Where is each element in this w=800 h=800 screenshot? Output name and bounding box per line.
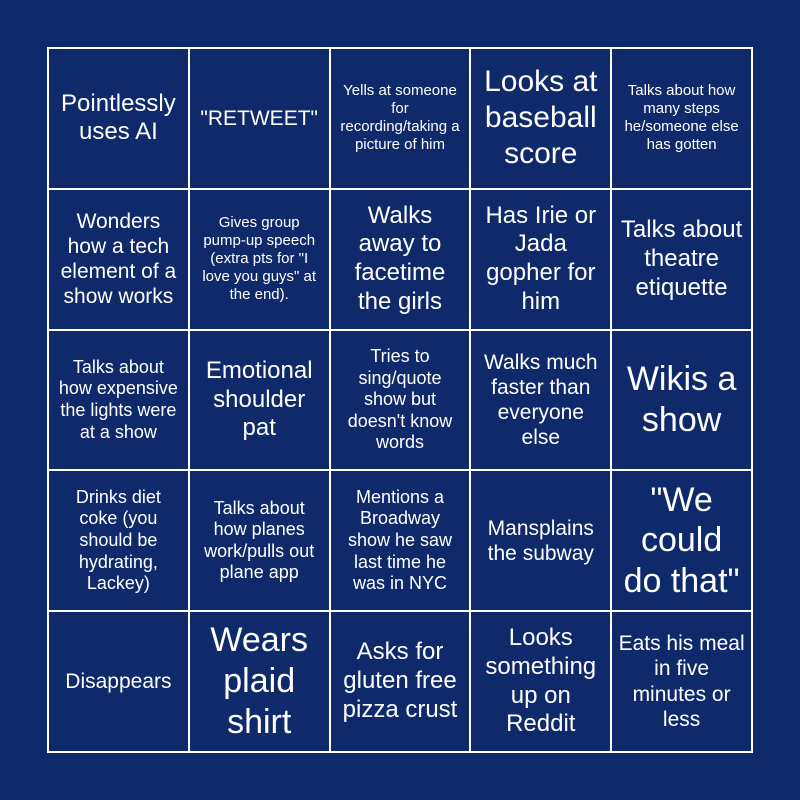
bingo-cell[interactable] bbox=[189, 189, 330, 330]
cell-text: Talks about how planes work/pulls out plane app bbox=[204, 497, 315, 583]
cell-text: "RETWEET" bbox=[200, 106, 318, 130]
bingo-cell[interactable] bbox=[611, 611, 752, 752]
bingo-cell[interactable] bbox=[48, 48, 189, 189]
bingo-cell[interactable] bbox=[189, 470, 330, 611]
cell-text: "We could do that" bbox=[623, 480, 740, 601]
bingo-cell[interactable] bbox=[330, 48, 471, 189]
bingo-cell[interactable] bbox=[330, 330, 471, 471]
bingo-cell[interactable] bbox=[48, 470, 189, 611]
cell-text: Walks away to facetime the girls bbox=[354, 201, 446, 315]
cell-text: Eats his meal in five minutes or less bbox=[618, 632, 745, 731]
bingo-cell[interactable] bbox=[611, 330, 752, 471]
bingo-cell[interactable] bbox=[48, 330, 189, 471]
cell-text: Disappears bbox=[65, 670, 172, 693]
cell-text: Pointlessly uses AI bbox=[61, 89, 176, 146]
bingo-cell[interactable] bbox=[189, 330, 330, 471]
cell-text: Wears plaid shirt bbox=[210, 621, 308, 741]
bingo-cell[interactable] bbox=[189, 611, 330, 752]
cell-text: Looks at baseball score bbox=[484, 65, 598, 171]
cell-text: Yells at someone for recording/taking a picture of him bbox=[340, 82, 460, 154]
bingo-cell[interactable] bbox=[330, 470, 471, 611]
cell-text: Has Irie or Jada gopher for him bbox=[485, 201, 597, 315]
bingo-cell[interactable] bbox=[189, 48, 330, 189]
bingo-cell[interactable] bbox=[611, 48, 752, 189]
cell-text: Asks for gluten free pizza crust bbox=[342, 638, 458, 723]
cell-text: Wonders how a tech element of a show works bbox=[60, 209, 177, 309]
cell-text: Emotional shoulder pat bbox=[205, 356, 313, 442]
bingo-cell[interactable] bbox=[611, 189, 752, 330]
bingo-cell[interactable] bbox=[48, 611, 189, 752]
cell-text: Walks much faster than everyone else bbox=[484, 350, 598, 450]
bingo-cell[interactable] bbox=[330, 189, 471, 330]
bingo-cell[interactable] bbox=[611, 470, 752, 611]
bingo-board bbox=[47, 47, 753, 753]
cell-text: Tries to sing/quote show but doesn't know words bbox=[347, 346, 453, 453]
cell-text: Talks about theatre etiquette bbox=[620, 216, 743, 301]
cell-text: Looks something up on Reddit bbox=[485, 624, 597, 738]
bingo-cell[interactable] bbox=[48, 189, 189, 330]
cell-text: Gives group pump-up speech (extra pts for "I love you guys" at the end). bbox=[202, 214, 317, 304]
cell-text: Mansplains the subway bbox=[487, 516, 594, 565]
cell-text: Talks about how many steps he/someone else has gotten bbox=[624, 82, 739, 154]
bingo-cell[interactable] bbox=[470, 189, 611, 330]
cell-text: Wikis a show bbox=[626, 360, 737, 439]
bingo-cell[interactable] bbox=[470, 470, 611, 611]
bingo-cell[interactable] bbox=[470, 48, 611, 189]
bingo-cell[interactable] bbox=[330, 611, 471, 752]
cell-text: Talks about how expensive the lights were at a show bbox=[58, 356, 178, 442]
bingo-cell[interactable] bbox=[470, 330, 611, 471]
cell-text: Mentions a Broadway show he saw last time he was in NYC bbox=[347, 486, 453, 594]
cell-text: Drinks diet coke (you should be hydrating, Lackey) bbox=[75, 486, 161, 594]
bingo-cell[interactable] bbox=[470, 611, 611, 752]
